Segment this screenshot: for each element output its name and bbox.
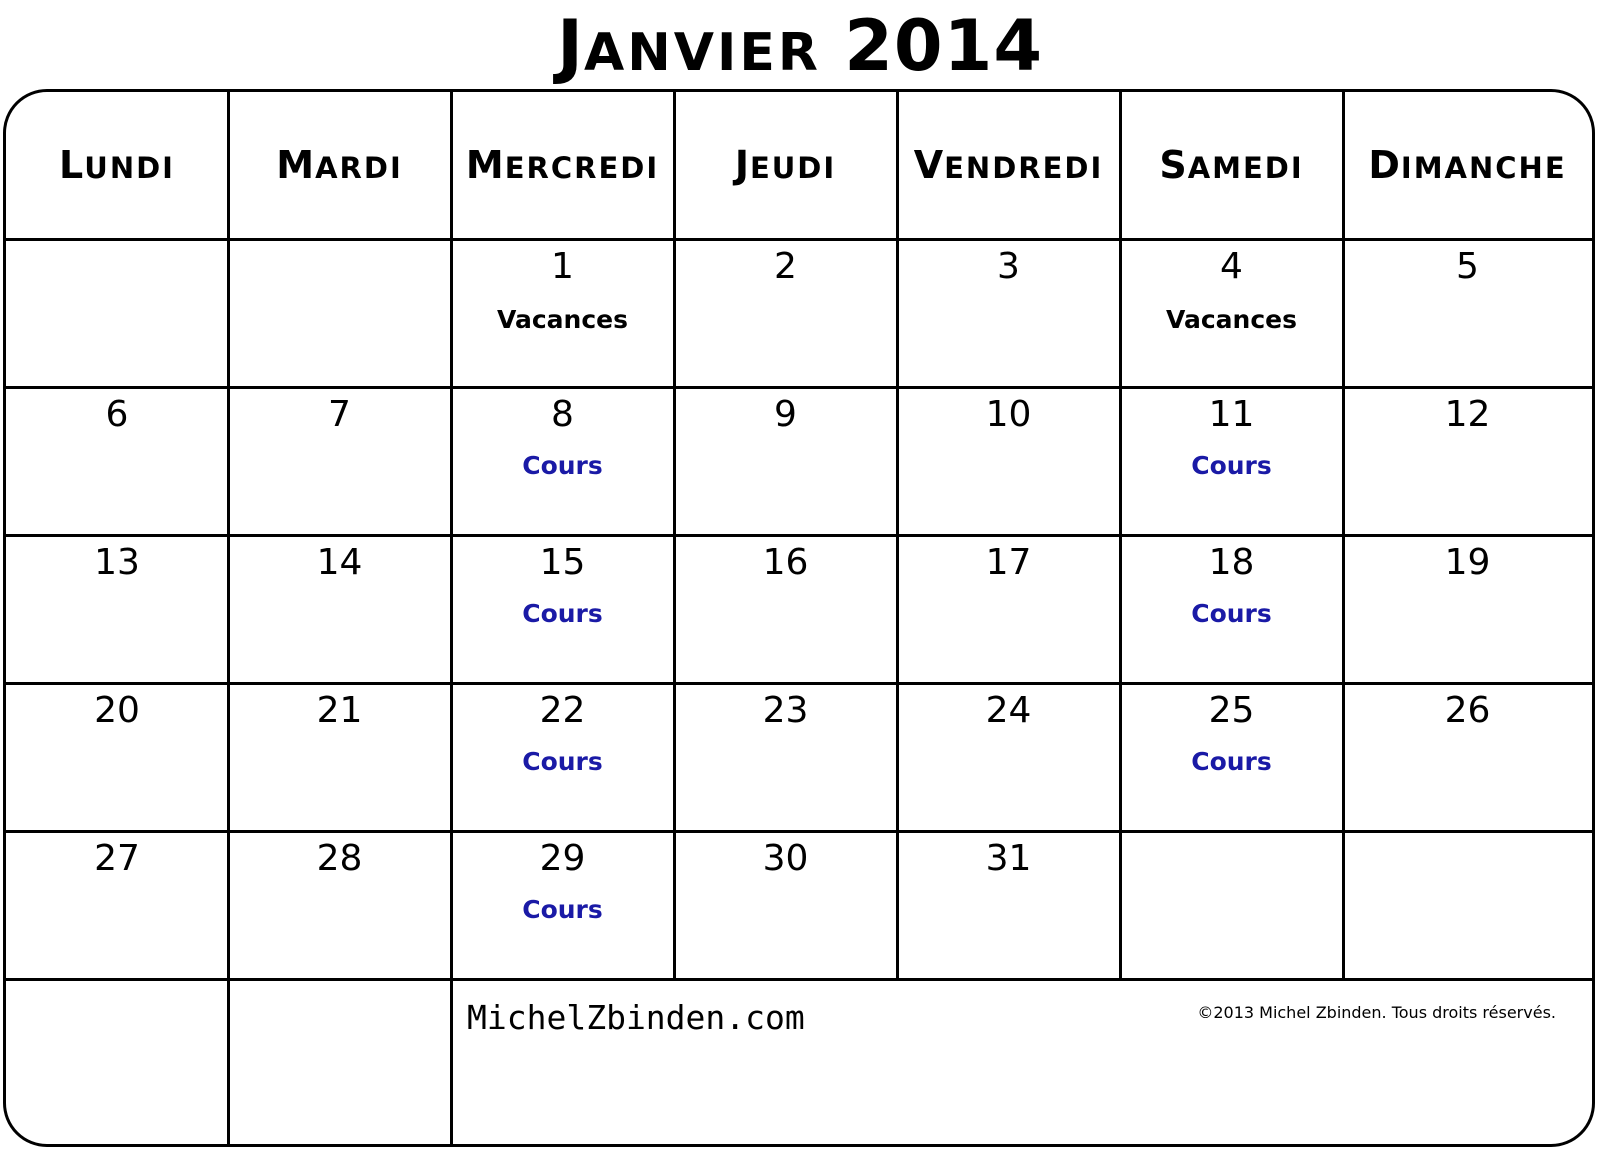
weekday-header [1120, 92, 1343, 239]
day-cell [451, 387, 674, 535]
day-number: 15 [539, 542, 586, 583]
weekday-initial: J [734, 143, 750, 187]
day-cell [6, 535, 228, 683]
day-cell [1120, 535, 1343, 683]
day-cell [1343, 535, 1592, 683]
weekday-rest: UNDI [84, 151, 175, 185]
weekday-header [1343, 92, 1592, 239]
day-cell [1343, 831, 1592, 979]
day-number: 16 [762, 542, 809, 583]
day-number: 20 [94, 690, 140, 731]
day-note: Cours [522, 599, 603, 628]
day-cell [228, 683, 451, 831]
day-note: Cours [522, 895, 603, 924]
day-cell [897, 831, 1120, 979]
day-number: 29 [539, 838, 586, 879]
day-cell [897, 535, 1120, 683]
day-number: 9 [774, 394, 797, 435]
day-number: 21 [316, 690, 363, 731]
title-month-initial: J [556, 5, 584, 87]
weekday-rest: ENDREDI [944, 151, 1104, 185]
calendar-frame [3, 89, 1595, 1147]
weekday-header [228, 92, 451, 239]
day-cell [451, 683, 674, 831]
day-number: 31 [985, 838, 1032, 879]
day-cell [674, 239, 897, 387]
day-note: Vacances [1166, 305, 1297, 334]
day-cell [6, 387, 228, 535]
weekday-initial: M [465, 143, 505, 187]
day-number: 23 [762, 690, 809, 731]
day-cell [228, 239, 451, 387]
day-number: 12 [1444, 394, 1491, 435]
day-cell [6, 683, 228, 831]
day-note: Cours [522, 451, 603, 480]
day-cell [451, 831, 674, 979]
copyright-notice: ©2013 Michel Zbinden. Tous droits réservés. [1197, 1003, 1556, 1022]
day-note: Cours [522, 747, 603, 776]
weekday-rest: EUDI [749, 151, 837, 185]
day-number: 24 [985, 690, 1032, 731]
day-note: Cours [1191, 451, 1272, 480]
day-number: 28 [316, 838, 363, 879]
day-number: 22 [539, 690, 586, 731]
day-number: 30 [762, 838, 809, 879]
day-number: 27 [94, 838, 140, 879]
weekday-rest: ARDI [315, 151, 403, 185]
day-cell [897, 387, 1120, 535]
title-year: 2014 [844, 5, 1044, 87]
weekday-initial: S [1159, 143, 1188, 187]
day-number: 18 [1208, 542, 1255, 583]
day-number: 19 [1444, 542, 1491, 583]
day-number: 14 [316, 542, 363, 583]
day-cell [451, 239, 674, 387]
day-number: 2 [774, 246, 797, 287]
day-cell [897, 683, 1120, 831]
day-cell [228, 831, 451, 979]
day-number: 5 [1456, 246, 1479, 287]
day-cell [674, 535, 897, 683]
weekday-header [451, 92, 674, 239]
day-cell [6, 239, 228, 387]
day-cell [1343, 683, 1592, 831]
day-number: 25 [1208, 690, 1255, 731]
day-cell [228, 387, 451, 535]
day-number: 13 [94, 542, 140, 583]
weekday-rest: ERCREDI [504, 151, 660, 185]
weekday-initial: L [59, 143, 85, 187]
title-month-rest: ANVIER [584, 23, 821, 83]
weekday-header [6, 92, 228, 239]
calendar-grid [6, 92, 1592, 1144]
day-cell [1343, 239, 1592, 387]
weekday-rest: AMEDI [1187, 151, 1304, 185]
day-number: 6 [105, 394, 129, 435]
day-number: 1 [551, 246, 574, 287]
weekday-header [674, 92, 897, 239]
weekday-initial: V [913, 143, 945, 187]
day-number: 3 [997, 246, 1020, 287]
day-cell [1120, 683, 1343, 831]
day-number: 4 [1220, 246, 1243, 287]
day-cell [1343, 387, 1592, 535]
day-number: 8 [551, 394, 574, 435]
day-note: Cours [1191, 599, 1272, 628]
day-cell [674, 683, 897, 831]
day-cell [897, 239, 1120, 387]
day-note: Cours [1191, 747, 1272, 776]
day-number: 10 [985, 394, 1032, 435]
calendar-title [0, 0, 1600, 99]
day-cell [1120, 239, 1343, 387]
day-number: 26 [1444, 690, 1491, 731]
day-cell [1120, 831, 1343, 979]
weekday-initial: D [1368, 143, 1401, 187]
weekday-header [897, 92, 1120, 239]
day-number: 17 [985, 542, 1032, 583]
day-cell [674, 831, 897, 979]
day-number: 11 [1208, 394, 1255, 435]
day-cell [451, 535, 674, 683]
day-number: 7 [328, 394, 351, 435]
website-label: MichelZbinden.com [467, 998, 805, 1037]
day-cell [1120, 387, 1343, 535]
day-cell [674, 387, 897, 535]
day-cell [228, 535, 451, 683]
day-note: Vacances [497, 305, 628, 334]
day-cell [6, 831, 228, 979]
weekday-rest: IMANCHE [1400, 151, 1567, 185]
weekday-initial: M [276, 143, 316, 187]
